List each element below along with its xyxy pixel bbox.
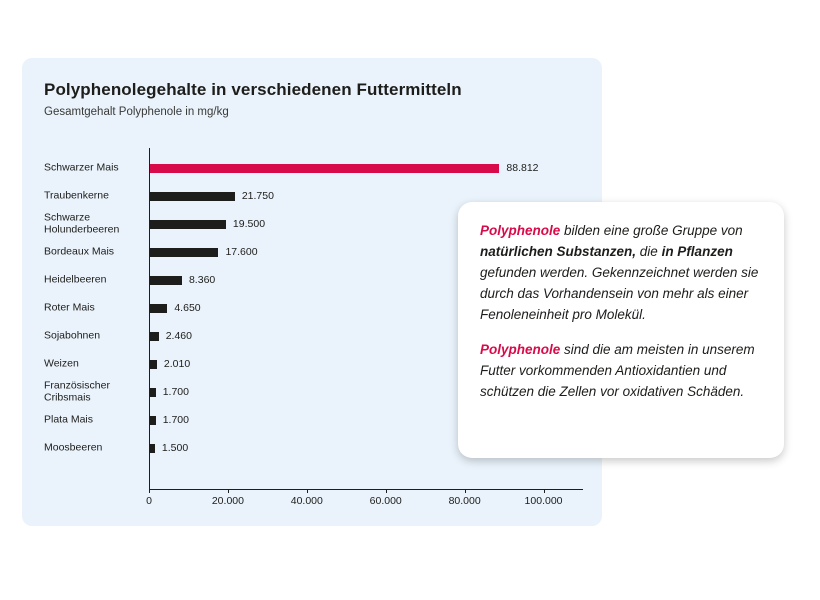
category-label: Sojabohnen: [44, 329, 101, 342]
callout-text-1c: gefunden werden. Gekennzeichnet werden sie durch das Vorhandensein von mehr als einer Fenoleneinheit pro Molekül.: [480, 265, 759, 322]
bar-wrapper: [149, 182, 274, 210]
bar-value-label: 2.010: [163, 358, 191, 370]
callout-keyword-2: Polyphenole: [480, 342, 561, 357]
bar-value-label: 19.500: [232, 218, 266, 230]
chart-subtitle: Gesamtgehalt Polyphenole in mg/kg: [44, 106, 229, 118]
axis-tick-label: 100.000: [524, 495, 563, 507]
bar: [149, 332, 159, 341]
callout-text-1b: die: [636, 244, 662, 259]
callout-bold-1b: in Pflanzen: [661, 244, 733, 259]
y-axis-line: [149, 148, 150, 489]
category-label: Weizen: [44, 357, 79, 370]
bar: [149, 164, 499, 173]
axis-tick-label: 40.000: [290, 495, 323, 507]
axis-tick: [149, 489, 150, 493]
axis-tick: [544, 489, 545, 493]
category-label: Traubenkerne: [44, 189, 109, 202]
bar-wrapper: [149, 350, 190, 378]
callout-paragraph-2: [480, 339, 762, 402]
callout-text-1a: bilden eine große Gruppe von: [560, 223, 743, 238]
bar-value-label: 21.750: [241, 190, 274, 202]
category-label: Französischer Cribsmais: [44, 379, 110, 403]
bar: [149, 248, 218, 257]
bar-value-label: 2.460: [165, 330, 192, 342]
bar-wrapper: [149, 238, 258, 266]
bar-wrapper: [149, 434, 188, 462]
chart-title: Polyphenolegehalte in verschiedenen Futtermitteln: [44, 80, 462, 99]
bar-value-label: 4.650: [174, 302, 201, 314]
callout-keyword-1: Polyphenole: [480, 223, 561, 238]
category-label: Plata Mais: [44, 413, 94, 426]
category-label: Bordeaux Mais: [44, 245, 115, 258]
axis-tick: [228, 489, 229, 493]
category-label: Roter Mais: [44, 301, 95, 314]
bar-value-label: 1.700: [162, 386, 189, 398]
bar-wrapper: [149, 406, 189, 434]
bar: [149, 304, 167, 313]
bar-wrapper: [149, 378, 189, 406]
bar-wrapper: [149, 154, 539, 182]
category-label: Moosbeeren: [44, 441, 103, 454]
axis-tick: [386, 489, 387, 493]
callout-bold-1a: natürlichen Substanzen,: [480, 244, 637, 259]
x-axis-line: [149, 489, 583, 490]
axis-tick-label: 80.000: [448, 495, 481, 507]
bar-value-label: 1.700: [162, 414, 189, 426]
bar-value-label: 1.500: [161, 442, 189, 454]
bar-wrapper: [149, 266, 215, 294]
bar-value-label: 88.812: [506, 162, 539, 174]
category-label: Heidelbeeren: [44, 273, 107, 286]
callout-text-2a: sind die am meisten in unserem Futter vorkommenden Antioxidantien und schützen die Zellen vor oxidativen Schäden.: [480, 342, 755, 399]
axis-tick-label: 60.000: [369, 495, 402, 507]
bar: [149, 416, 156, 425]
bar-wrapper: [149, 210, 265, 238]
category-label: Schwarze Holunderbeeren: [44, 211, 120, 235]
bar-value-label: 17.600: [225, 246, 258, 258]
bar-wrapper: [149, 322, 192, 350]
bar-wrapper: [149, 294, 201, 322]
bar-value-label: 8.360: [188, 274, 216, 286]
bar: [149, 220, 226, 229]
bar: [149, 360, 157, 369]
bar: [149, 192, 235, 201]
category-label: Schwarzer Mais: [44, 161, 119, 174]
callout-box: [458, 202, 784, 458]
chart-row: [44, 154, 584, 182]
axis-tick: [307, 489, 308, 493]
bar: [149, 388, 156, 397]
callout-paragraph-1: [480, 220, 762, 325]
axis-tick-label: 20.000: [211, 495, 244, 507]
axis-tick-label: 0: [146, 495, 152, 507]
bar: [149, 276, 182, 285]
axis-tick: [465, 489, 466, 493]
